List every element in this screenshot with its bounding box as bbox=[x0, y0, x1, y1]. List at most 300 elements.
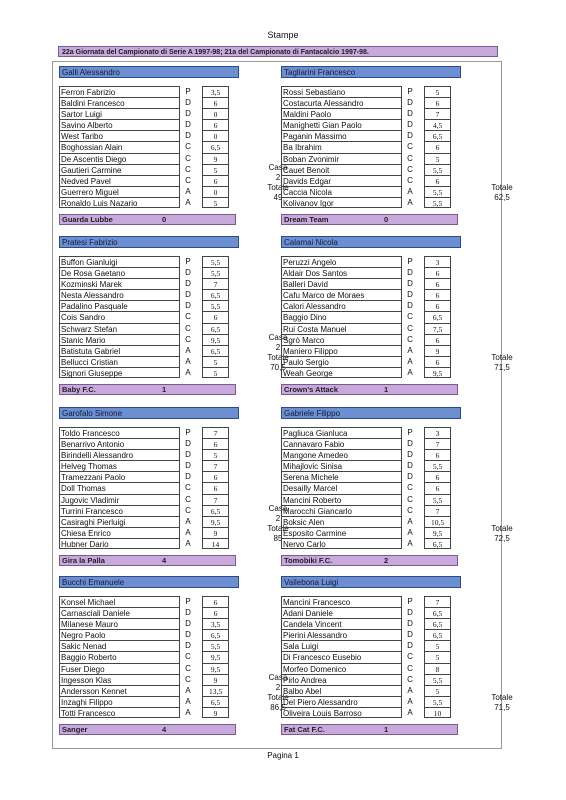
player-row bbox=[59, 471, 239, 482]
player-position: D bbox=[407, 268, 413, 278]
total-label: Totale bbox=[491, 524, 513, 533]
player-row bbox=[281, 323, 461, 334]
player-points: 9 bbox=[202, 674, 229, 685]
player-points: 7 bbox=[424, 596, 451, 607]
player-position: A bbox=[185, 516, 191, 526]
team-score: 4 bbox=[162, 556, 167, 565]
player-name: Mangone Amedeo bbox=[281, 449, 402, 460]
player-name: Cafu Marco de Moraes bbox=[281, 289, 402, 300]
player-position: A bbox=[407, 696, 413, 706]
player-points: 6 bbox=[202, 438, 229, 449]
player-name: Maniero Filippo bbox=[281, 345, 402, 356]
player-name: Benarrivo Antonio bbox=[59, 438, 180, 449]
total-label: Totale bbox=[491, 353, 513, 362]
player-position: C bbox=[185, 494, 191, 504]
player-points: 5 bbox=[424, 86, 451, 97]
manager-name: Galli Alessandro bbox=[59, 66, 239, 78]
player-position: D bbox=[185, 450, 191, 460]
team-score: 1 bbox=[384, 385, 389, 394]
player-position: D bbox=[407, 109, 413, 119]
player-row bbox=[281, 130, 461, 141]
team-name-bar-home bbox=[59, 555, 236, 566]
player-position: D bbox=[407, 461, 413, 471]
player-name: Toldo Francesco bbox=[59, 427, 180, 438]
player-row bbox=[59, 449, 239, 460]
player-position: C bbox=[185, 323, 191, 333]
player-position: C bbox=[407, 175, 413, 185]
player-points: 9 bbox=[202, 527, 229, 538]
player-points: 5 bbox=[202, 449, 229, 460]
player-points: 5,5 bbox=[424, 197, 451, 208]
player-points: 9 bbox=[202, 153, 229, 164]
player-name: Paganin Massimo bbox=[281, 130, 402, 141]
player-points: 10 bbox=[424, 707, 451, 718]
player-points: 6 bbox=[424, 449, 451, 460]
player-name: Rui Costa Manuel bbox=[281, 323, 402, 334]
player-row bbox=[59, 596, 239, 607]
player-name: Pierini Alessandro bbox=[281, 629, 402, 640]
player-name: Chiesa Enrico bbox=[59, 527, 180, 538]
player-row bbox=[281, 367, 461, 378]
player-position: D bbox=[185, 301, 191, 311]
player-name: Nedved Pavel bbox=[59, 175, 180, 186]
player-points: 6 bbox=[202, 97, 229, 108]
player-row bbox=[281, 278, 461, 289]
player-points: 6 bbox=[424, 278, 451, 289]
player-row bbox=[281, 267, 461, 278]
player-points: 6,5 bbox=[424, 130, 451, 141]
player-position: D bbox=[407, 472, 413, 482]
team-name: Baby F.C. bbox=[62, 385, 96, 394]
player-points: 5 bbox=[424, 651, 451, 662]
player-position: D bbox=[407, 608, 413, 618]
player-name: Guerrero Miguel bbox=[59, 186, 180, 197]
player-position: D bbox=[407, 641, 413, 651]
player-position: C bbox=[185, 153, 191, 163]
team-name-bar-away bbox=[281, 384, 458, 395]
player-points: 6 bbox=[424, 267, 451, 278]
player-position: A bbox=[407, 527, 413, 537]
player-position: C bbox=[407, 505, 413, 515]
player-name: Sgrò Marco bbox=[281, 334, 402, 345]
player-row bbox=[59, 97, 239, 108]
player-position: C bbox=[407, 483, 413, 493]
player-row bbox=[59, 356, 239, 367]
player-row bbox=[281, 696, 461, 707]
player-points: 6 bbox=[424, 356, 451, 367]
player-row bbox=[59, 707, 239, 718]
total-block-away bbox=[482, 353, 522, 373]
player-name: Baggio Dino bbox=[281, 311, 402, 322]
player-row bbox=[281, 356, 461, 367]
player-name: Nesta Alessandro bbox=[59, 289, 180, 300]
player-position: P bbox=[185, 428, 191, 437]
player-position: C bbox=[185, 663, 191, 673]
player-points: 5,5 bbox=[424, 494, 451, 505]
player-position: D bbox=[185, 630, 191, 640]
team-name: Fat Cat F.C. bbox=[284, 725, 325, 734]
player-row bbox=[59, 86, 239, 97]
player-position: D bbox=[185, 131, 191, 141]
player-row bbox=[281, 527, 461, 538]
player-position: C bbox=[407, 334, 413, 344]
player-position: D bbox=[407, 279, 413, 289]
home-label: Casa bbox=[268, 333, 288, 342]
player-position: A bbox=[185, 527, 191, 537]
player-row bbox=[59, 438, 239, 449]
player-row bbox=[59, 482, 239, 493]
total-label: Totale bbox=[267, 183, 289, 192]
player-row bbox=[281, 186, 461, 197]
player-row bbox=[281, 197, 461, 208]
player-name: Schwarz Stefan bbox=[59, 323, 180, 334]
player-name: Carnasciali Daniele bbox=[59, 607, 180, 618]
player-name: Caccia Nicola bbox=[281, 186, 402, 197]
player-points: 9,5 bbox=[202, 651, 229, 662]
player-name: Padalino Pasquale bbox=[59, 300, 180, 311]
player-position: C bbox=[407, 164, 413, 174]
team-block-away bbox=[281, 576, 461, 718]
player-row bbox=[281, 674, 461, 685]
player-row bbox=[59, 197, 239, 208]
player-name: Ferron Fabrizio bbox=[59, 86, 180, 97]
player-row bbox=[59, 130, 239, 141]
player-points: 6 bbox=[202, 482, 229, 493]
player-points: 8 bbox=[424, 663, 451, 674]
player-row bbox=[281, 516, 461, 527]
player-position: C bbox=[407, 142, 413, 152]
player-position: A bbox=[185, 367, 191, 377]
player-position: A bbox=[407, 707, 413, 717]
player-row bbox=[281, 119, 461, 130]
player-name: Morfeo Domenico bbox=[281, 663, 402, 674]
player-points: 6,5 bbox=[202, 696, 229, 707]
player-points: 6,5 bbox=[202, 505, 229, 516]
player-points: 7 bbox=[202, 460, 229, 471]
player-row bbox=[281, 438, 461, 449]
player-position: D bbox=[185, 461, 191, 471]
player-points: 9,5 bbox=[424, 527, 451, 538]
player-points: 9,5 bbox=[202, 334, 229, 345]
player-position: P bbox=[407, 257, 413, 266]
total-value: 49 bbox=[273, 193, 283, 202]
player-name: Gautieri Carmine bbox=[59, 164, 180, 175]
player-row bbox=[281, 618, 461, 629]
player-points: 0 bbox=[202, 130, 229, 141]
team-name-bar-home bbox=[59, 214, 236, 225]
team-name: Sanger bbox=[62, 725, 88, 734]
player-points: 9,5 bbox=[202, 663, 229, 674]
player-points: 9 bbox=[424, 345, 451, 356]
player-points: 5 bbox=[424, 685, 451, 696]
player-points: 5,5 bbox=[202, 267, 229, 278]
player-name: Serena Michele bbox=[281, 471, 402, 482]
player-row bbox=[59, 460, 239, 471]
player-points: 6,5 bbox=[202, 289, 229, 300]
player-position: P bbox=[185, 87, 191, 96]
player-points: 6 bbox=[202, 119, 229, 130]
total-value: 62,5 bbox=[494, 193, 510, 202]
player-row bbox=[281, 289, 461, 300]
player-row bbox=[281, 607, 461, 618]
player-name: Helveg Thomas bbox=[59, 460, 180, 471]
player-row bbox=[59, 256, 239, 267]
player-points: 6,5 bbox=[424, 311, 451, 322]
player-row bbox=[281, 311, 461, 322]
player-position: C bbox=[185, 164, 191, 174]
player-position: D bbox=[407, 98, 413, 108]
player-row bbox=[281, 141, 461, 152]
player-position: A bbox=[185, 356, 191, 366]
player-name: Kolivanov Igor bbox=[281, 197, 402, 208]
player-name: Turrini Francesco bbox=[59, 505, 180, 516]
player-name: Pirlo Andrea bbox=[281, 674, 402, 685]
manager-name: Calamai Nicola bbox=[281, 236, 461, 248]
player-name: Paulo Sergio bbox=[281, 356, 402, 367]
player-position: D bbox=[407, 131, 413, 141]
player-row bbox=[281, 663, 461, 674]
player-row bbox=[59, 153, 239, 164]
player-points: 5,5 bbox=[424, 186, 451, 197]
player-row bbox=[59, 119, 239, 130]
player-row bbox=[59, 663, 239, 674]
player-points: 6 bbox=[202, 175, 229, 186]
player-position: D bbox=[407, 450, 413, 460]
player-position: D bbox=[185, 120, 191, 130]
player-points: 0 bbox=[202, 186, 229, 197]
player-position: C bbox=[407, 663, 413, 673]
player-name: Calori Alessandro bbox=[281, 300, 402, 311]
player-name: Birindelli Alessandro bbox=[59, 449, 180, 460]
page-header-title: Stampe bbox=[267, 30, 299, 40]
player-points: 6 bbox=[424, 471, 451, 482]
team-score: 4 bbox=[162, 725, 167, 734]
team-name: Crown's Attack bbox=[284, 385, 339, 394]
player-name: Oliveira Louis Barroso bbox=[281, 707, 402, 718]
manager-name: Pratesi Fabrizio bbox=[59, 236, 239, 248]
player-row bbox=[59, 651, 239, 662]
player-position: D bbox=[407, 120, 413, 130]
player-row bbox=[59, 311, 239, 322]
player-row bbox=[281, 334, 461, 345]
player-position: D bbox=[185, 619, 191, 629]
player-name: Adani Daniele bbox=[281, 607, 402, 618]
player-name: Milanese Mauro bbox=[59, 618, 180, 629]
player-points: 6 bbox=[424, 300, 451, 311]
manager-name: Bucchi Emanuele bbox=[59, 576, 239, 588]
player-position: D bbox=[407, 301, 413, 311]
player-position: A bbox=[185, 345, 191, 355]
team-name: Guarda Lubbe bbox=[62, 215, 113, 224]
player-points: 0 bbox=[202, 108, 229, 119]
player-name: Bellucci Cristian bbox=[59, 356, 180, 367]
player-name: Totti Francesco bbox=[59, 707, 180, 718]
player-name: Rossi Sebastiano bbox=[281, 86, 402, 97]
player-name: Sala Luigi bbox=[281, 640, 402, 651]
total-value: 72,5 bbox=[494, 534, 510, 543]
player-points: 13,5 bbox=[202, 685, 229, 696]
player-points: 5 bbox=[424, 640, 451, 651]
player-points: 7 bbox=[202, 494, 229, 505]
player-position: P bbox=[407, 428, 413, 437]
home-number: 2 bbox=[275, 514, 281, 523]
player-points: 7,5 bbox=[424, 323, 451, 334]
player-name: Aldair Dos Santos bbox=[281, 267, 402, 278]
player-position: P bbox=[185, 257, 191, 266]
player-row bbox=[281, 707, 461, 718]
player-name: Desailly Marcel bbox=[281, 482, 402, 493]
home-label: Casa bbox=[268, 673, 288, 682]
player-points: 9,5 bbox=[424, 367, 451, 378]
player-row bbox=[59, 640, 239, 651]
player-position: C bbox=[185, 175, 191, 185]
player-name: Davids Edgar bbox=[281, 175, 402, 186]
player-position: A bbox=[185, 685, 191, 695]
player-name: Mancini Roberto bbox=[281, 494, 402, 505]
player-name: Cannavaro Fabio bbox=[281, 438, 402, 449]
player-name: Di Francesco Eusebio bbox=[281, 651, 402, 662]
player-position: A bbox=[407, 186, 413, 196]
player-position: A bbox=[185, 696, 191, 706]
player-row bbox=[59, 505, 239, 516]
player-position: C bbox=[407, 153, 413, 163]
player-name: Del Piero Alessandro bbox=[281, 696, 402, 707]
team-block-home bbox=[59, 236, 239, 378]
player-name: Jugovic Vladimir bbox=[59, 494, 180, 505]
player-name: Sartor Luigi bbox=[59, 108, 180, 119]
player-row bbox=[281, 640, 461, 651]
player-row bbox=[281, 651, 461, 662]
player-points: 5 bbox=[202, 367, 229, 378]
player-points: 5,5 bbox=[424, 674, 451, 685]
player-points: 5,5 bbox=[424, 460, 451, 471]
player-name: Boban Zvonimir bbox=[281, 153, 402, 164]
player-points: 5,5 bbox=[424, 164, 451, 175]
player-row bbox=[281, 86, 461, 97]
player-row bbox=[59, 323, 239, 334]
player-position: P bbox=[185, 597, 191, 606]
player-position: P bbox=[407, 87, 413, 96]
player-row bbox=[59, 300, 239, 311]
total-label: Totale bbox=[267, 693, 289, 702]
player-row bbox=[281, 427, 461, 438]
player-points: 6,5 bbox=[424, 538, 451, 549]
player-position: A bbox=[407, 516, 413, 526]
player-name: Ronaldo Luis Nazario bbox=[59, 197, 180, 208]
player-points: 6 bbox=[424, 334, 451, 345]
home-number: 2 bbox=[275, 683, 281, 692]
player-name: Kozminski Marek bbox=[59, 278, 180, 289]
player-position: A bbox=[407, 367, 413, 377]
player-points: 7 bbox=[424, 438, 451, 449]
player-points: 7 bbox=[424, 505, 451, 516]
player-name: Negro Paolo bbox=[59, 629, 180, 640]
player-position: D bbox=[185, 608, 191, 618]
player-position: C bbox=[185, 312, 191, 322]
page-footer: Pagina 1 bbox=[267, 751, 299, 760]
player-row bbox=[59, 607, 239, 618]
manager-name: Gabriele Filippo bbox=[281, 407, 461, 419]
team-name: Tomobiki F.C. bbox=[284, 556, 333, 565]
player-position: D bbox=[407, 630, 413, 640]
player-points: 5 bbox=[424, 153, 451, 164]
player-name: Candela Vincent bbox=[281, 618, 402, 629]
player-row bbox=[281, 505, 461, 516]
player-points: 3,5 bbox=[202, 618, 229, 629]
player-position: C bbox=[407, 494, 413, 504]
player-position: C bbox=[185, 334, 191, 344]
player-points: 6 bbox=[202, 471, 229, 482]
player-row bbox=[281, 460, 461, 471]
total-value: 71,5 bbox=[494, 363, 510, 372]
player-name: De Ascentis Diego bbox=[59, 153, 180, 164]
player-name: Marocchi Giancarlo bbox=[281, 505, 402, 516]
player-position: A bbox=[407, 197, 413, 207]
player-row bbox=[59, 685, 239, 696]
player-row bbox=[59, 629, 239, 640]
player-position: C bbox=[407, 323, 413, 333]
player-points: 14 bbox=[202, 538, 229, 549]
player-name: Fuser Diego bbox=[59, 663, 180, 674]
player-points: 5 bbox=[202, 197, 229, 208]
player-position: C bbox=[407, 652, 413, 662]
total-block-away bbox=[482, 524, 522, 544]
player-row bbox=[281, 153, 461, 164]
player-row bbox=[59, 334, 239, 345]
player-points: 7 bbox=[202, 427, 229, 438]
player-row bbox=[59, 527, 239, 538]
player-row bbox=[59, 538, 239, 549]
player-points: 6,5 bbox=[202, 629, 229, 640]
player-row bbox=[281, 256, 461, 267]
team-block-home bbox=[59, 576, 239, 718]
player-points: 3,5 bbox=[202, 86, 229, 97]
player-position: C bbox=[407, 312, 413, 322]
player-name: Inzaghi Filippo bbox=[59, 696, 180, 707]
player-name: Baldini Francesco bbox=[59, 97, 180, 108]
player-name: Tramezzani Paolo bbox=[59, 471, 180, 482]
player-position: A bbox=[407, 685, 413, 695]
player-position: C bbox=[185, 505, 191, 515]
team-score: 1 bbox=[162, 385, 167, 394]
round-banner: 22a Giornata del Campionato di Serie A 1997-98; 21a del Campionato di Fantacalcio 1997-98. bbox=[58, 46, 498, 57]
team-name-bar-home bbox=[59, 724, 236, 735]
total-value: 86,5 bbox=[270, 703, 286, 712]
player-name: Baggio Roberto bbox=[59, 651, 180, 662]
total-value: 71,5 bbox=[494, 703, 510, 712]
player-position: D bbox=[185, 290, 191, 300]
team-block-away bbox=[281, 236, 461, 378]
team-block-away bbox=[281, 407, 461, 549]
player-row bbox=[59, 427, 239, 438]
player-name: De Rosa Gaetano bbox=[59, 267, 180, 278]
player-position: D bbox=[185, 641, 191, 651]
player-row bbox=[59, 278, 239, 289]
player-row bbox=[281, 629, 461, 640]
player-position: D bbox=[185, 472, 191, 482]
player-name: Boksic Alen bbox=[281, 516, 402, 527]
player-position: C bbox=[407, 674, 413, 684]
player-name: Stanic Mario bbox=[59, 334, 180, 345]
player-row bbox=[59, 494, 239, 505]
home-label: Casa bbox=[268, 163, 288, 172]
player-points: 9,5 bbox=[202, 516, 229, 527]
team-score: 2 bbox=[384, 556, 389, 565]
team-name-bar-home bbox=[59, 384, 236, 395]
team-block-home bbox=[59, 66, 239, 208]
player-name: Sakic Nenad bbox=[59, 640, 180, 651]
player-points: 5,5 bbox=[202, 300, 229, 311]
